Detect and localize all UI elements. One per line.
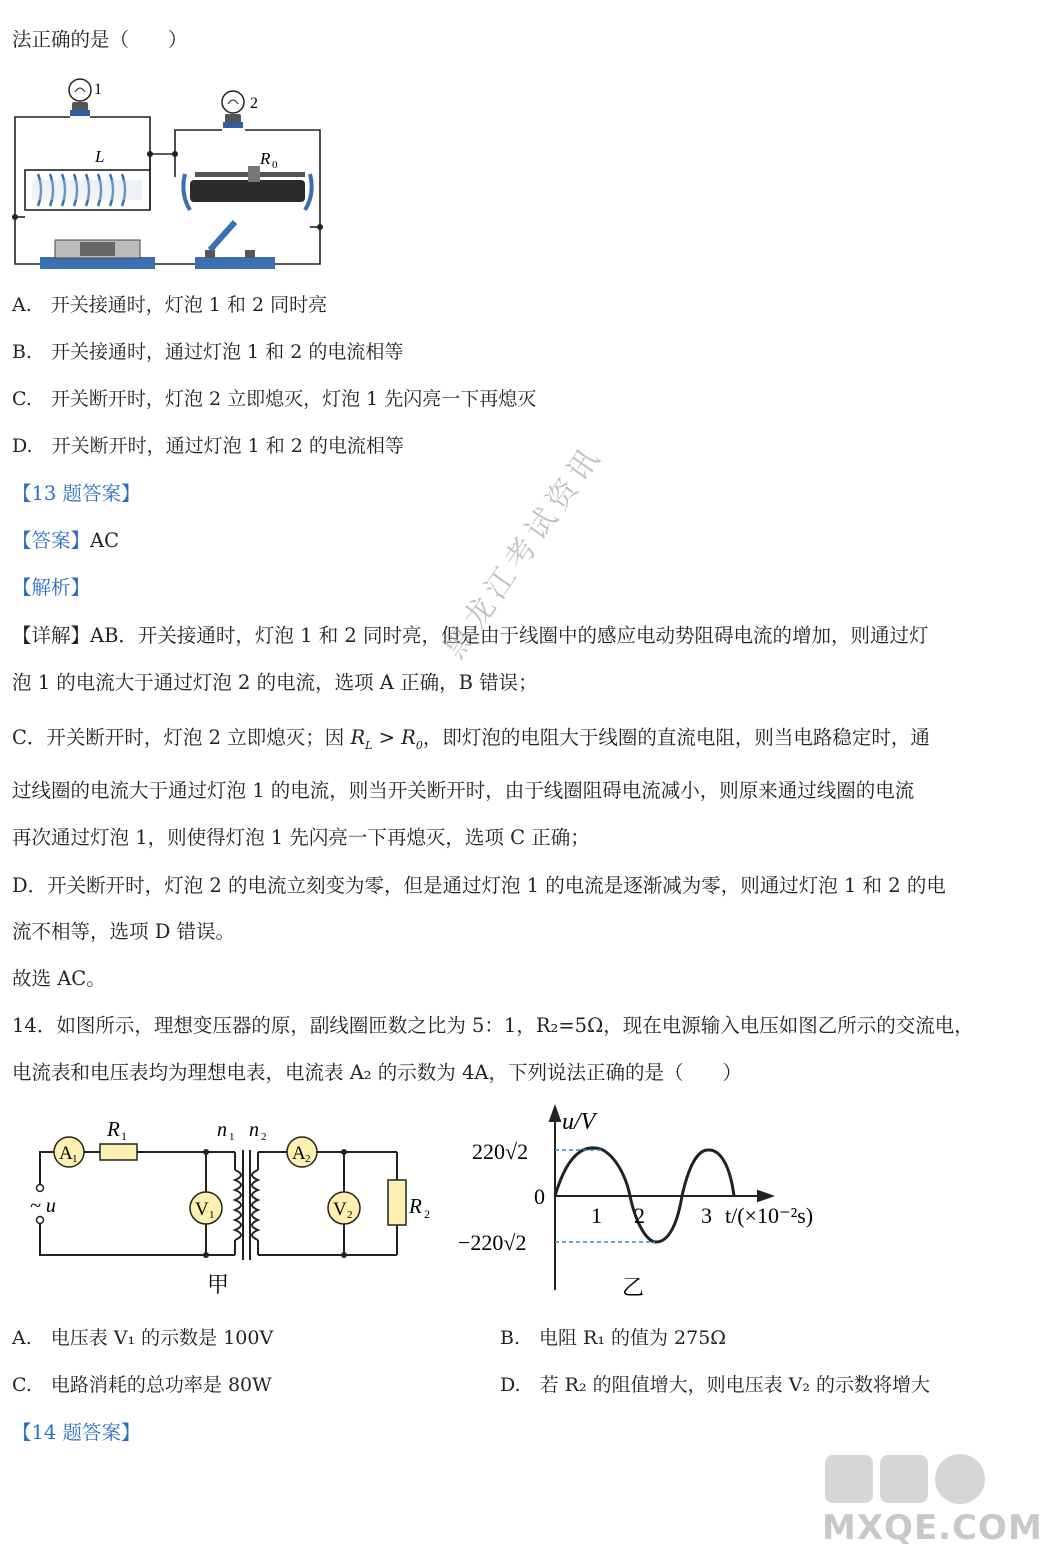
svg-text:V: V: [195, 1199, 209, 1220]
q14-option-b: B. 电阻 R₁ 的值为 275Ω: [500, 1327, 727, 1349]
origin-label: 0: [534, 1184, 545, 1209]
svg-text:A: A: [59, 1143, 73, 1164]
watermark-text: 黑龙江考试资讯: [436, 438, 610, 665]
q14-waveform-yi: [450, 1105, 840, 1305]
resistor-label: R: [260, 149, 271, 168]
svg-text:0: 0: [272, 159, 278, 171]
q13-detail-line-6: D．开关断开时，灯泡 2 的电流立刻变为零，但是通过灯泡 1 的电流是逐渐减为零，则通过灯泡 1 和 2 的电: [12, 874, 946, 897]
lamp-1-label: 1: [94, 81, 102, 98]
q13-analysis-heading: 【解析】: [12, 576, 91, 599]
site-logo-icon: [820, 1450, 990, 1510]
lamp-1-icon: [69, 79, 91, 116]
q14-stem-line-2: 电流表和电压表均为理想电表，电流表 A₂ 的示数为 4A，下列说法正确的是（ ）: [12, 1061, 742, 1084]
caption-yi: 乙: [622, 1275, 645, 1300]
svg-text:R: R: [409, 1194, 422, 1218]
q14-option-c: C. 电路消耗的总功率是 80W: [12, 1374, 272, 1396]
xlabel: t/(×10⁻²s): [725, 1203, 814, 1228]
svg-text:1: 1: [72, 1153, 78, 1165]
svg-text:A: A: [292, 1143, 306, 1164]
q13-detail-line-2: 泡 1 的电流大于通过灯泡 2 的电流，选项 A 正确，B 错误；: [12, 671, 538, 694]
ammeter-a2-icon: [287, 1137, 317, 1167]
q13-circuit-figure: [10, 62, 330, 277]
ylabel: u/V: [562, 1109, 596, 1135]
xtick-1: 1: [591, 1203, 602, 1228]
source-label: ~ u: [30, 1195, 56, 1217]
resistor-r1-icon: [100, 1144, 137, 1160]
q14-circuit-jia: [25, 1110, 445, 1300]
q13-option-b: B. 开关接通时，通过灯泡 1 和 2 的电流相等: [12, 341, 404, 363]
q13-answer-line: 【答案】AC: [12, 529, 120, 552]
q14-answer-heading: 【14 题答案】: [12, 1421, 141, 1444]
q13-detail-line-1: 【详解】AB．开关接通时，灯泡 1 和 2 同时亮，但是由于线圈中的感应电动势阻碍电流的增加，则通过灯: [12, 624, 929, 647]
battery-icon: [40, 240, 155, 269]
xtick-3: 3: [701, 1203, 712, 1228]
coil-label: L: [95, 147, 105, 166]
q14-option-d: D. 若 R₂ 的阻值增大，则电压表 V₂ 的示数将增大: [500, 1374, 931, 1396]
svg-text:2: 2: [261, 1131, 267, 1143]
voltmeter-v1-icon: [190, 1192, 222, 1224]
ytick-pos: 220√2: [472, 1139, 529, 1164]
lamp-2-icon: [222, 91, 244, 128]
resistor-r2-icon: [388, 1180, 406, 1225]
q13-detail-line-4: 过线圈的电流大于通过灯泡 1 的电流，则当开关断开时，由于线圈阻碍电流减小，则原来通过线圈的电流: [12, 779, 915, 802]
q13-detail-line-3: C．开关断开时，灯泡 2 立即熄灭；因 $R_L > R_0$，即灯泡的电阻大于线圈的直流电阻，则当电路稳定时，通: [12, 726, 930, 752]
q13-answer-value: AC: [90, 529, 120, 552]
svg-text:V: V: [333, 1199, 347, 1220]
svg-text:2: 2: [305, 1153, 311, 1165]
svg-text:1: 1: [121, 1129, 127, 1143]
q13-answer-heading: 【13 题答案】: [12, 482, 141, 505]
q14-option-a: A. 电压表 V₁ 的示数是 100V: [12, 1327, 274, 1349]
lamp-2-label: 2: [250, 95, 258, 112]
site-logo-text: MXQE.COM: [822, 1508, 1043, 1548]
q14-stem-line-1: 14．如图所示，理想变压器的原，副线圈匝数之比为 5：1，R₂=5Ω，现在电源输入电压如图乙所示的交流电，: [12, 1014, 974, 1037]
rheostat-icon: [183, 166, 311, 210]
ytick-neg: −220√2: [458, 1230, 527, 1255]
svg-text:n: n: [249, 1119, 259, 1141]
q13-option-d: D. 开关断开时，通过灯泡 1 和 2 的电流相等: [12, 435, 404, 457]
svg-text:1: 1: [229, 1131, 235, 1143]
q13-option-a: A. 开关接通时，灯泡 1 和 2 同时亮: [12, 294, 328, 316]
svg-text:n: n: [217, 1119, 227, 1141]
switch-icon: [195, 222, 275, 269]
q13-option-c: C. 开关断开时，灯泡 2 立即熄灭，灯泡 1 先闪亮一下再熄灭: [12, 388, 537, 410]
caption-jia: 甲: [207, 1272, 230, 1297]
formula-rl-gt-r0: $R_L > R_0$: [350, 726, 423, 752]
q13-detail-line-5: 再次通过灯泡 1，则使得灯泡 1 先闪亮一下再熄灭，选项 C 正确；: [12, 826, 590, 849]
voltmeter-v2-icon: [328, 1192, 360, 1224]
ammeter-a1-icon: [54, 1137, 84, 1167]
svg-text:1: 1: [209, 1209, 215, 1221]
svg-text:2: 2: [347, 1209, 353, 1221]
q13-intro: 法正确的是（ ）: [12, 28, 188, 51]
svg-text:2: 2: [424, 1207, 430, 1221]
q13-detail-line-8: 故选 AC。: [12, 967, 106, 990]
svg-text:R: R: [107, 1117, 120, 1141]
q13-detail-line-7: 流不相等，选项 D 错误。: [12, 920, 236, 943]
xtick-2: 2: [634, 1203, 645, 1228]
